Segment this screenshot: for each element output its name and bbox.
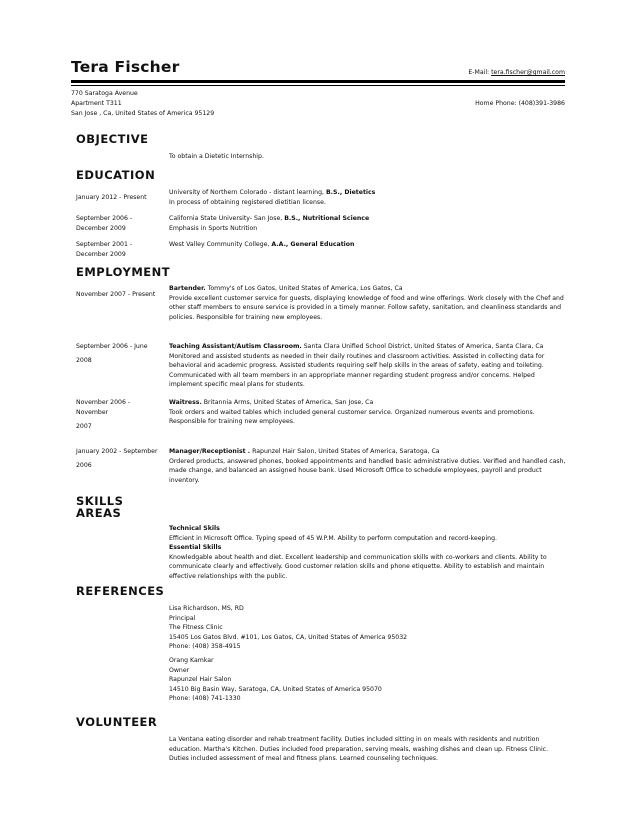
skill-title: Technical Skils <box>169 525 220 532</box>
reference-line: Rapunzel Hair Salon <box>169 676 232 684</box>
reference-line: Orang Kamkar <box>169 657 214 664</box>
reference-line: Principal <box>169 614 196 622</box>
education-date: January 2012 - Present <box>76 194 147 201</box>
education-entry <box>169 240 566 250</box>
education-note: In process of obtaining registered dietitian license. <box>169 198 326 206</box>
address-line: Apartment T311 <box>71 99 122 107</box>
reference-entry <box>169 604 566 652</box>
degree: A.A., General Education <box>271 241 355 248</box>
reference-line: 14510 Big Basin Way, Saratoga, CA, United States of America 95070 <box>169 685 382 693</box>
reference-line: Phone: (408) 741-1330 <box>169 695 241 703</box>
job-title: Teaching Assistant/Autism Classroom. <box>169 343 302 350</box>
objective-text: To obtain a Dietetic Internship. <box>169 153 264 160</box>
reference-line: 15405 Los Gatos Blvd. #101, Los Gatos, CA, United States of America 95032 <box>169 633 408 641</box>
email-link[interactable]: tera.fischer@gmail.com <box>491 69 565 76</box>
header-rule-thin <box>71 85 565 86</box>
reference-line: Lisa Richardson, MS, RD <box>169 605 244 612</box>
date-line: 2008 <box>76 357 92 364</box>
job-description: Ordered products, answered phones, booked appointments and handled basic administrative duties. Verified and handled cash, made change, and balanced an assigned house bank. Used Microsoft Office to schedule employees, payroll and product inventory. <box>169 457 566 484</box>
education-entry <box>169 214 566 233</box>
employer: Santa Clara Unified School District, United States of America, Santa Clara, Ca <box>301 343 544 350</box>
date-line: September 2006 - June <box>76 343 148 350</box>
employment-date: November 2007 - Present <box>76 291 156 298</box>
education-entry <box>169 188 566 207</box>
school: West Valley Community College, <box>169 241 272 248</box>
section-education: EDUCATION <box>76 168 156 182</box>
employer: Tommy's of Los Gatos, United States of America, Los Gatos, Ca <box>205 285 403 292</box>
employer: Britannia Arms, United States of America, San Jose, Ca <box>201 399 374 406</box>
section-skills-line: AREAS <box>76 506 122 520</box>
section-references: REFERENCES <box>76 584 165 598</box>
employment-entry <box>169 447 566 485</box>
reference-line: Owner <box>169 666 190 674</box>
job-description: Provide excellent customer service for guests, displaying knowledge of food and wine offerings. Work closely with the Chef and other staff members to ensure service is provided in a timely manner. Follow safety, sanitation, and cleanliness standards and policies. Responsible for training new employees. <box>169 294 564 321</box>
employment-entry <box>169 342 566 390</box>
job-description: Monitored and assisted students as needed in their daily routines and classroom activities. Assisted in collecting data for behavioral and academic progress. Assisted students requiring self help skills in the areas of safety, eating and toileting. Communicated with all team members in an appropriate manner regarding student progress and/or concerns. Helped implement specific meal plans for students. <box>169 352 545 389</box>
date-line: 2007 <box>76 423 92 430</box>
education-note: Emphasis in Sports Nutrition <box>169 224 258 232</box>
email-line <box>468 69 565 76</box>
header-rule-thick <box>71 80 565 83</box>
reference-line: The Fitness Clinic <box>169 624 223 632</box>
job-title: Bartender. <box>169 285 206 292</box>
degree: B.S., Dietetics <box>325 189 376 196</box>
address-block <box>71 89 214 118</box>
employment-date <box>76 342 164 366</box>
section-volunteer: VOLUNTEER <box>76 715 158 729</box>
date-line: 2006 <box>76 462 92 469</box>
job-title: Manager/Receptionist . <box>169 448 251 455</box>
reference-line: Phone: (408) 358-4915 <box>169 643 241 651</box>
education-date: September 2006 - December 2009 <box>76 215 133 232</box>
skill-description: Knowledgable about health and diet. Excellent leadership and communication skills with co-workers and clients. Ability to communicate clearly and effectively. Good customer relation skills and phone etiquette. Ability to establish and maintain effective relationships with the public. <box>169 553 547 580</box>
employment-date <box>76 398 164 432</box>
degree: B.S., Nutritional Science <box>284 215 370 222</box>
employment-entry <box>169 284 566 322</box>
email-label: E-Mail: <box>468 69 492 76</box>
skill-title: Essential Skills <box>169 544 222 552</box>
education-date: September 2001 - December 2009 <box>76 241 133 258</box>
employer: Rapunzel Hair Salon, United States of America, Saratoga, Ca <box>250 448 440 455</box>
employment-date <box>76 447 164 471</box>
school: University of Northern Colorado - distant learning, <box>169 189 326 196</box>
skill-description: Efficient in Microsoft Office. Typing speed of 45 W.P.M. Ability to perform computation and record-keeping. <box>169 534 497 542</box>
section-objective: OBJECTIVE <box>76 132 149 146</box>
address-line: San Jose , Ca, United States of America 95129 <box>71 109 215 117</box>
school: California State University- San Jose, <box>169 215 285 222</box>
date-line: January 2002 - September <box>76 448 158 455</box>
address-line: 770 Saratoga Avenue <box>71 90 138 97</box>
section-skills-line: SKILLS <box>76 494 124 508</box>
employment-entry <box>169 398 566 427</box>
date-line: November 2006 - November <box>76 399 131 416</box>
section-skills <box>76 495 123 519</box>
applicant-name: Tera Fischer <box>71 58 180 76</box>
job-description: Took orders and waited tables which included general customer service. Organized numerous events and promotions. Responsible for training new employees. <box>169 408 535 426</box>
volunteer-text: La Ventana eating disorder and rehab treatment facility. Duties included sitting in on meals with residents and nutrition education. Martha's Kitchen. Duties included food preparation, serving meals, washing dishes and clean up. Fitness Clinic. Duties included assessment of meal and fitness plans. Learned counseling techniques. <box>169 736 549 763</box>
job-title: Waitress. <box>169 399 202 406</box>
skills-content <box>169 524 566 582</box>
home-phone: Home Phone: (408)391-3986 <box>475 100 565 107</box>
section-employment: EMPLOYMENT <box>76 265 171 279</box>
reference-entry <box>169 656 566 704</box>
